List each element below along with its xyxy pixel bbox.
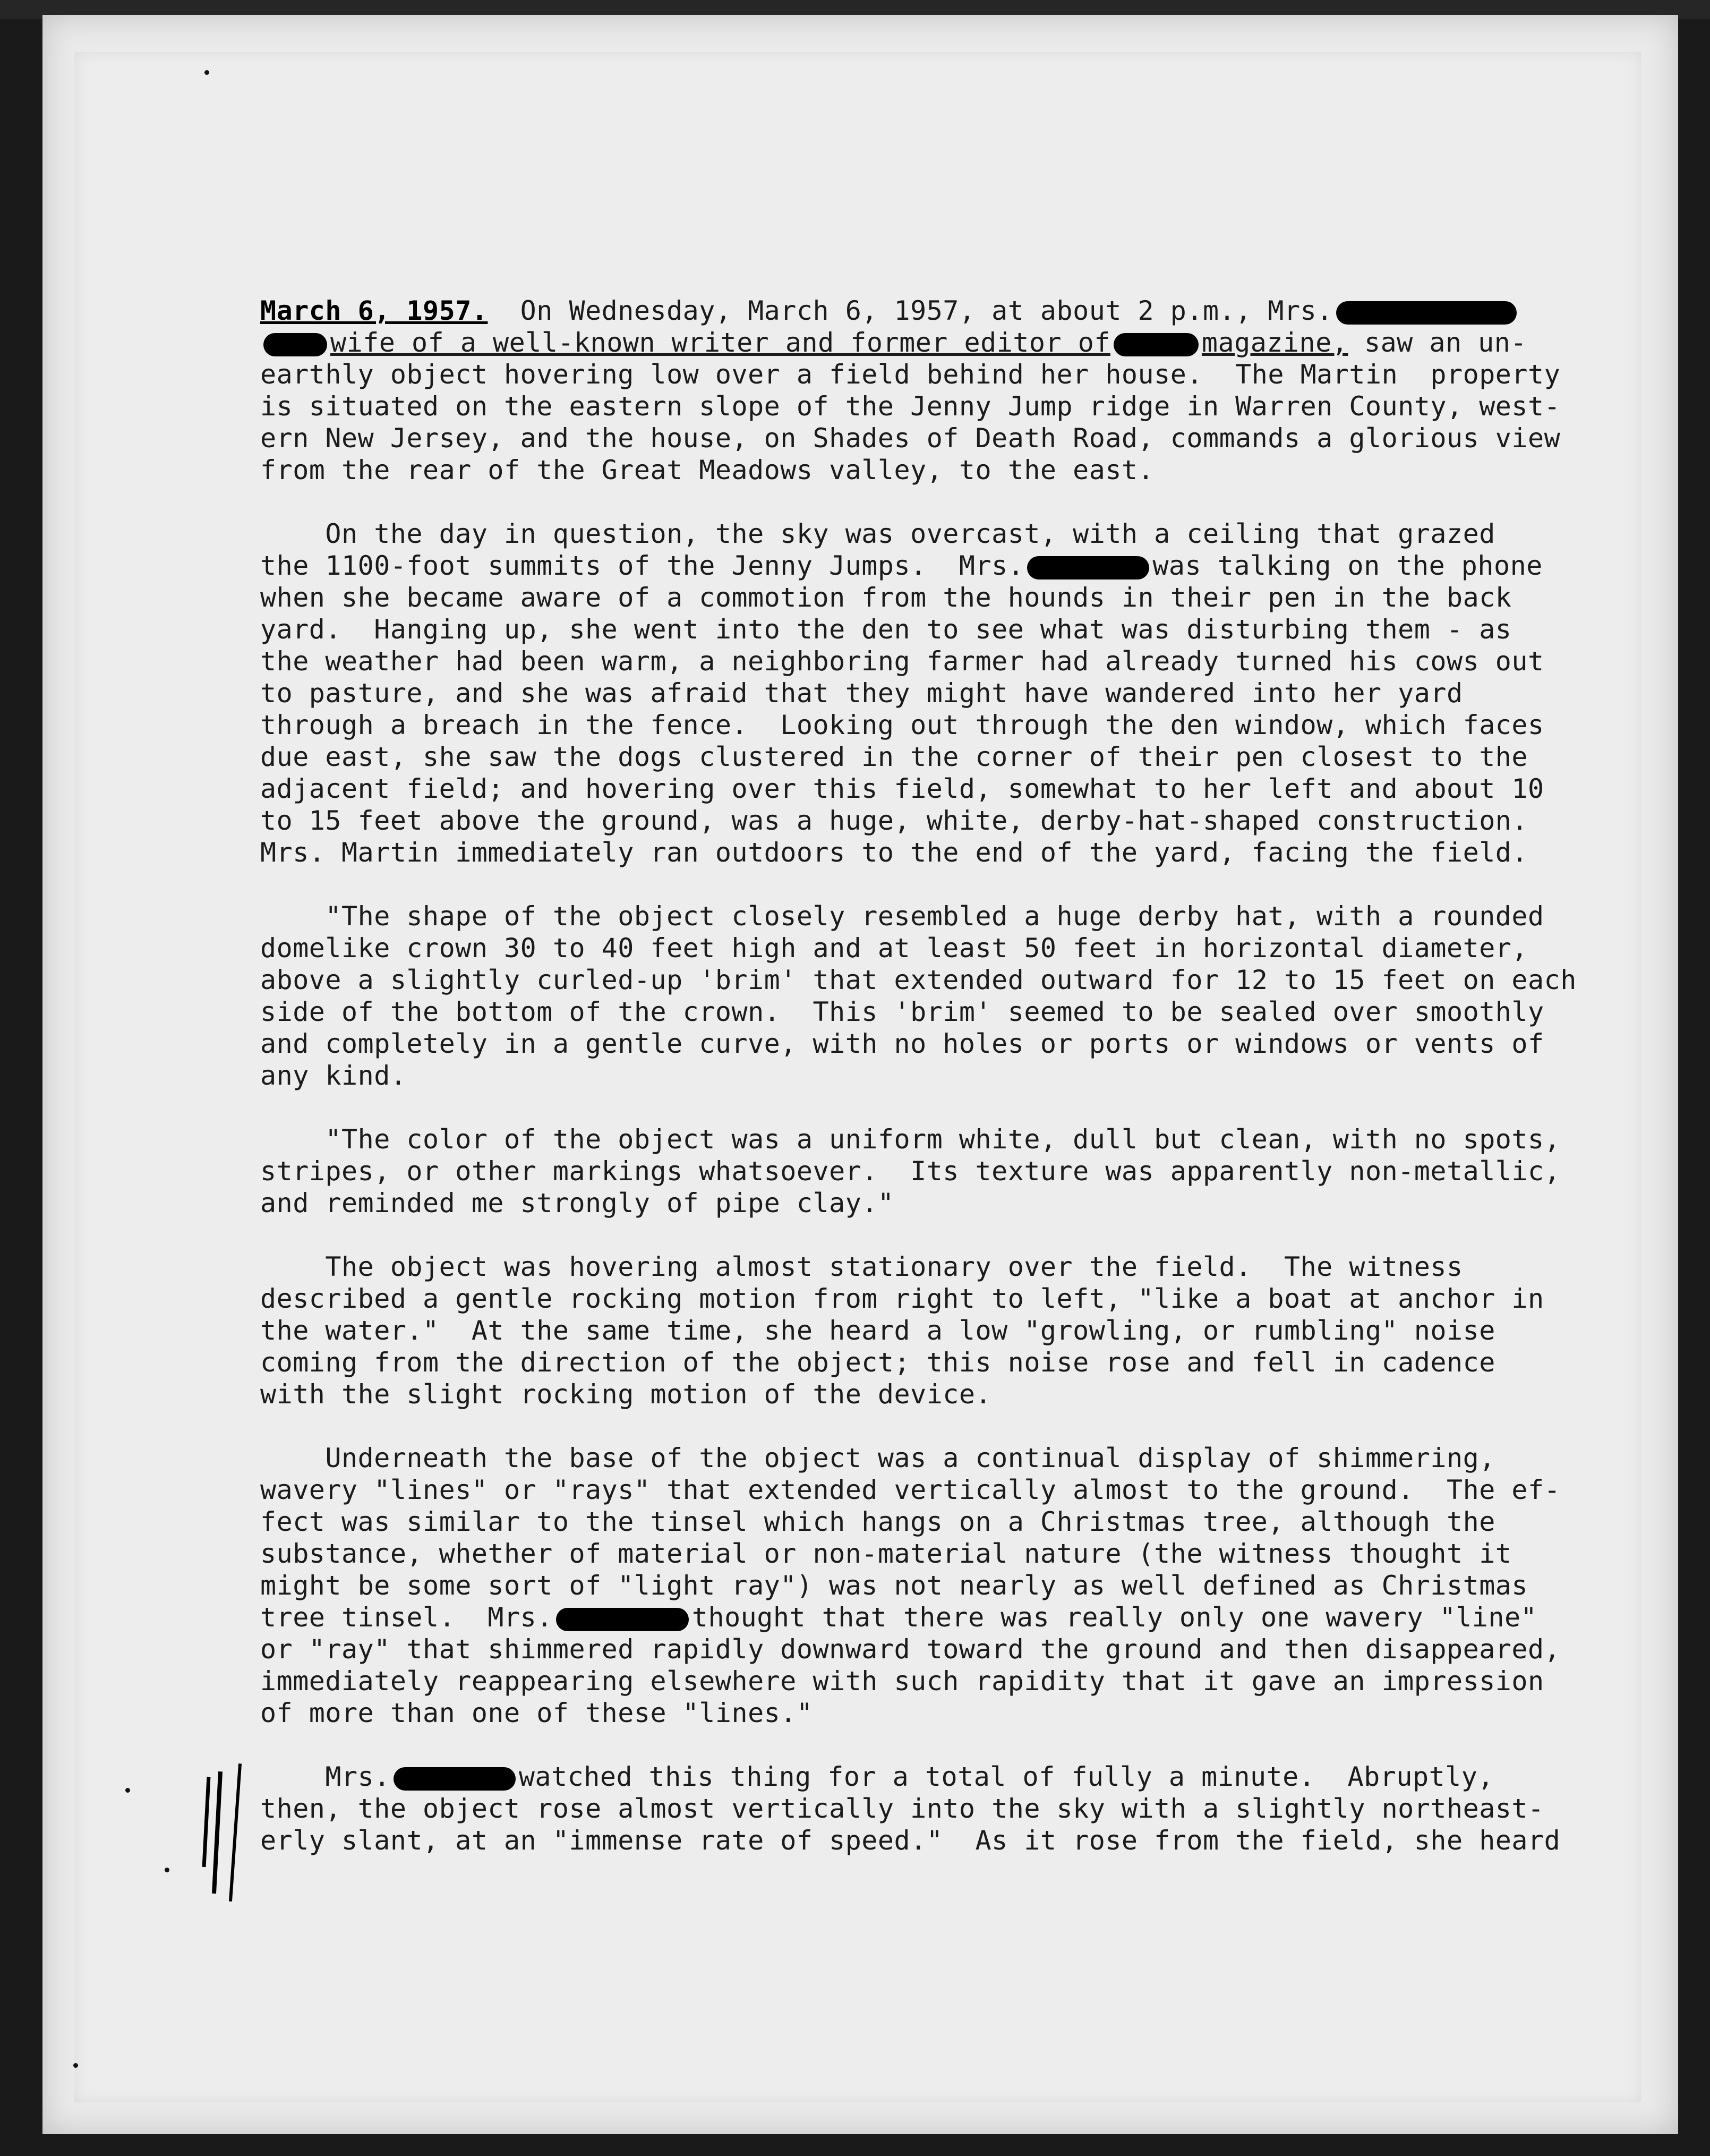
- text-segment: then, the object rose almost vertically into the sky with a slightly northeast-: [260, 1793, 1544, 1824]
- text-segment: saw an un-: [1348, 327, 1527, 358]
- text-segment: On the day in question, the sky was overcast, with a ceiling that grazed: [260, 518, 1495, 549]
- text-segment: magazine,: [1201, 327, 1348, 358]
- text-line: [260, 1155, 1588, 1187]
- text-line: [260, 1315, 1588, 1347]
- text-segment: when she became aware of a commotion from the hounds in their pen in the back: [260, 582, 1512, 613]
- text-segment: immediately reappearing elsewhere with such rapidity that it gave an impression: [260, 1666, 1544, 1697]
- text-segment: wife of a well-known writer and former editor of: [330, 327, 1110, 358]
- text-segment: and reminded me strongly of pipe clay.": [260, 1188, 894, 1218]
- entry-date: March 6, 1957.: [260, 295, 488, 326]
- text-segment: the weather had been warm, a neighboring farmer had already turned his cows out: [260, 646, 1544, 677]
- text-segment: ern New Jersey, and the house, on Shades of Death Road, commands a glorious view: [260, 423, 1561, 454]
- text-line: [260, 1825, 1588, 1856]
- text-line: [260, 996, 1588, 1028]
- text-line: [260, 932, 1588, 964]
- text-segment: coming from the direction of the object; this noise rose and fell in cadence: [260, 1347, 1495, 1378]
- redaction-mark: [1027, 556, 1149, 580]
- text-line: [260, 1442, 1588, 1474]
- text-line: [260, 741, 1588, 773]
- text-segment: fect was similar to the tinsel which hangs on a Christmas tree, although the: [260, 1506, 1495, 1537]
- text-segment: any kind.: [260, 1060, 407, 1091]
- text-line: [260, 773, 1588, 805]
- text-line: [260, 1665, 1588, 1697]
- text-segment: stripes, or other markings whatsoever. Its texture was apparently non-metallic,: [260, 1156, 1561, 1187]
- text-line: [260, 1601, 1588, 1633]
- text-line: [260, 805, 1588, 837]
- typewritten-report-text: [260, 295, 1588, 1856]
- redaction-mark: [263, 333, 327, 356]
- text-line: [260, 1506, 1588, 1538]
- text-line: [260, 709, 1588, 741]
- paragraph-gap: [260, 1092, 1588, 1123]
- text-segment: the water." At the same time, she heard a low "growling, or rumbling" noise: [260, 1315, 1495, 1346]
- text-line: [260, 1347, 1588, 1378]
- text-line: [260, 359, 1588, 390]
- text-line: [260, 964, 1588, 996]
- text-line: [260, 1538, 1588, 1570]
- text-line: [260, 1028, 1588, 1060]
- text-segment: with the slight rocking motion of the device.: [260, 1379, 992, 1410]
- paragraph-gap: [260, 486, 1588, 518]
- text-line: [260, 422, 1588, 454]
- text-segment: is situated on the eastern slope of the Jenny Jump ridge in Warren County, west-: [260, 391, 1561, 422]
- text-segment: above a slightly curled-up 'brim' that extended outward for 12 to 15 feet on each: [260, 965, 1577, 995]
- text-segment: domelike crown 30 to 40 feet high and at least 50 feet in horizontal diameter,: [260, 933, 1528, 964]
- text-line: [260, 1697, 1588, 1729]
- text-line: [260, 677, 1588, 709]
- text-segment: of more than one of these "lines.": [260, 1698, 813, 1728]
- text-segment: the 1100-foot summits of the Jenny Jumps. Mrs.: [260, 550, 1024, 581]
- paragraph-gap: [260, 868, 1588, 900]
- text-segment: from the rear of the Great Meadows valley, to the east.: [260, 455, 1155, 485]
- text-line: [260, 1793, 1588, 1825]
- redaction-mark: [394, 1767, 516, 1791]
- speck-mark: [125, 1788, 130, 1793]
- text-line: [260, 454, 1588, 486]
- text-segment: to pasture, and she was afraid that they might have wandered into her yard: [260, 678, 1463, 709]
- text-segment: erly slant, at an "immense rate of speed." As it rose from the field, she heard: [260, 1825, 1561, 1856]
- text-segment: Mrs. Martin immediately ran outdoors to the end of the yard, facing the field.: [260, 837, 1528, 868]
- text-line: [260, 550, 1588, 582]
- text-line: [260, 613, 1588, 645]
- text-line: [260, 1570, 1588, 1601]
- paragraph-gap: [260, 1410, 1588, 1442]
- text-line: [260, 645, 1588, 677]
- speck-mark: [204, 70, 209, 75]
- text-line: [260, 295, 1588, 327]
- text-segment: thought that there was really only one wavery "line": [691, 1602, 1537, 1633]
- paragraph-gap: [260, 1729, 1588, 1761]
- text-line: [260, 582, 1588, 613]
- text-segment: side of the bottom of the crown. This 'brim' seemed to be sealed over smoothly: [260, 996, 1544, 1027]
- text-line: [260, 1187, 1588, 1219]
- text-segment: substance, whether of material or non-material nature (the witness thought it: [260, 1538, 1512, 1569]
- text-line: [260, 518, 1588, 550]
- redaction-mark: [1336, 301, 1517, 325]
- text-line: [260, 837, 1588, 868]
- text-segment: "The shape of the object closely resembled a huge derby hat, with a rounded: [260, 901, 1544, 932]
- text-line: [260, 1633, 1588, 1665]
- text-segment: tree tinsel. Mrs.: [260, 1602, 553, 1633]
- text-line: [260, 1283, 1588, 1315]
- speck-mark: [165, 1868, 169, 1872]
- text-line: [260, 327, 1588, 359]
- text-segment: was talking on the phone: [1152, 550, 1543, 581]
- text-line: [260, 1123, 1588, 1155]
- paragraph-gap: [260, 1219, 1588, 1251]
- text-segment: or "ray" that shimmered rapidly downward toward the ground and then disappeared,: [260, 1634, 1561, 1665]
- text-line: [260, 1251, 1588, 1283]
- text-segment: might be some sort of "light ray") was not nearly as well defined as Christmas: [260, 1570, 1528, 1601]
- text-segment: adjacent field; and hovering over this field, somewhat to her left and about 10: [260, 773, 1544, 804]
- text-line: [260, 900, 1588, 932]
- text-line: [260, 390, 1588, 422]
- text-segment: Underneath the base of the object was a continual display of shimmering,: [260, 1443, 1495, 1473]
- text-segment: to 15 feet above the ground, was a huge, white, derby-hat-shaped construction.: [260, 805, 1528, 836]
- text-segment: The object was hovering almost stationary over the field. The witness: [260, 1251, 1463, 1282]
- text-segment: earthly object hovering low over a field behind her house. The Martin property: [260, 359, 1561, 390]
- redaction-mark: [556, 1608, 689, 1631]
- text-line: [260, 1060, 1588, 1092]
- text-segment: watched this thing for a total of fully a minute. Abruptly,: [518, 1761, 1494, 1792]
- text-segment: "The color of the object was a uniform white, dull but clean, with no spots,: [260, 1124, 1561, 1155]
- text-segment: and completely in a gentle curve, with no holes or ports or windows or vents of: [260, 1028, 1544, 1059]
- speck-mark: [73, 2063, 78, 2068]
- text-segment: due east, she saw the dogs clustered in the corner of their pen closest to the: [260, 742, 1528, 772]
- text-segment: through a breach in the fence. Looking out through the den window, which faces: [260, 710, 1544, 740]
- text-segment: described a gentle rocking motion from right to left, "like a boat at anchor in: [260, 1283, 1544, 1314]
- text-segment: On Wednesday, March 6, 1957, at about 2 p.m., Mrs.: [488, 295, 1333, 326]
- text-line: [260, 1761, 1588, 1793]
- text-segment: wavery "lines" or "rays" that extended vertically almost to the ground. The ef-: [260, 1475, 1561, 1505]
- text-line: [260, 1378, 1588, 1410]
- text-segment: yard. Hanging up, she went into the den to see what was disturbing them - as: [260, 614, 1512, 645]
- text-line: [260, 1474, 1588, 1506]
- redaction-mark: [1114, 333, 1199, 356]
- text-segment: Mrs.: [260, 1761, 390, 1792]
